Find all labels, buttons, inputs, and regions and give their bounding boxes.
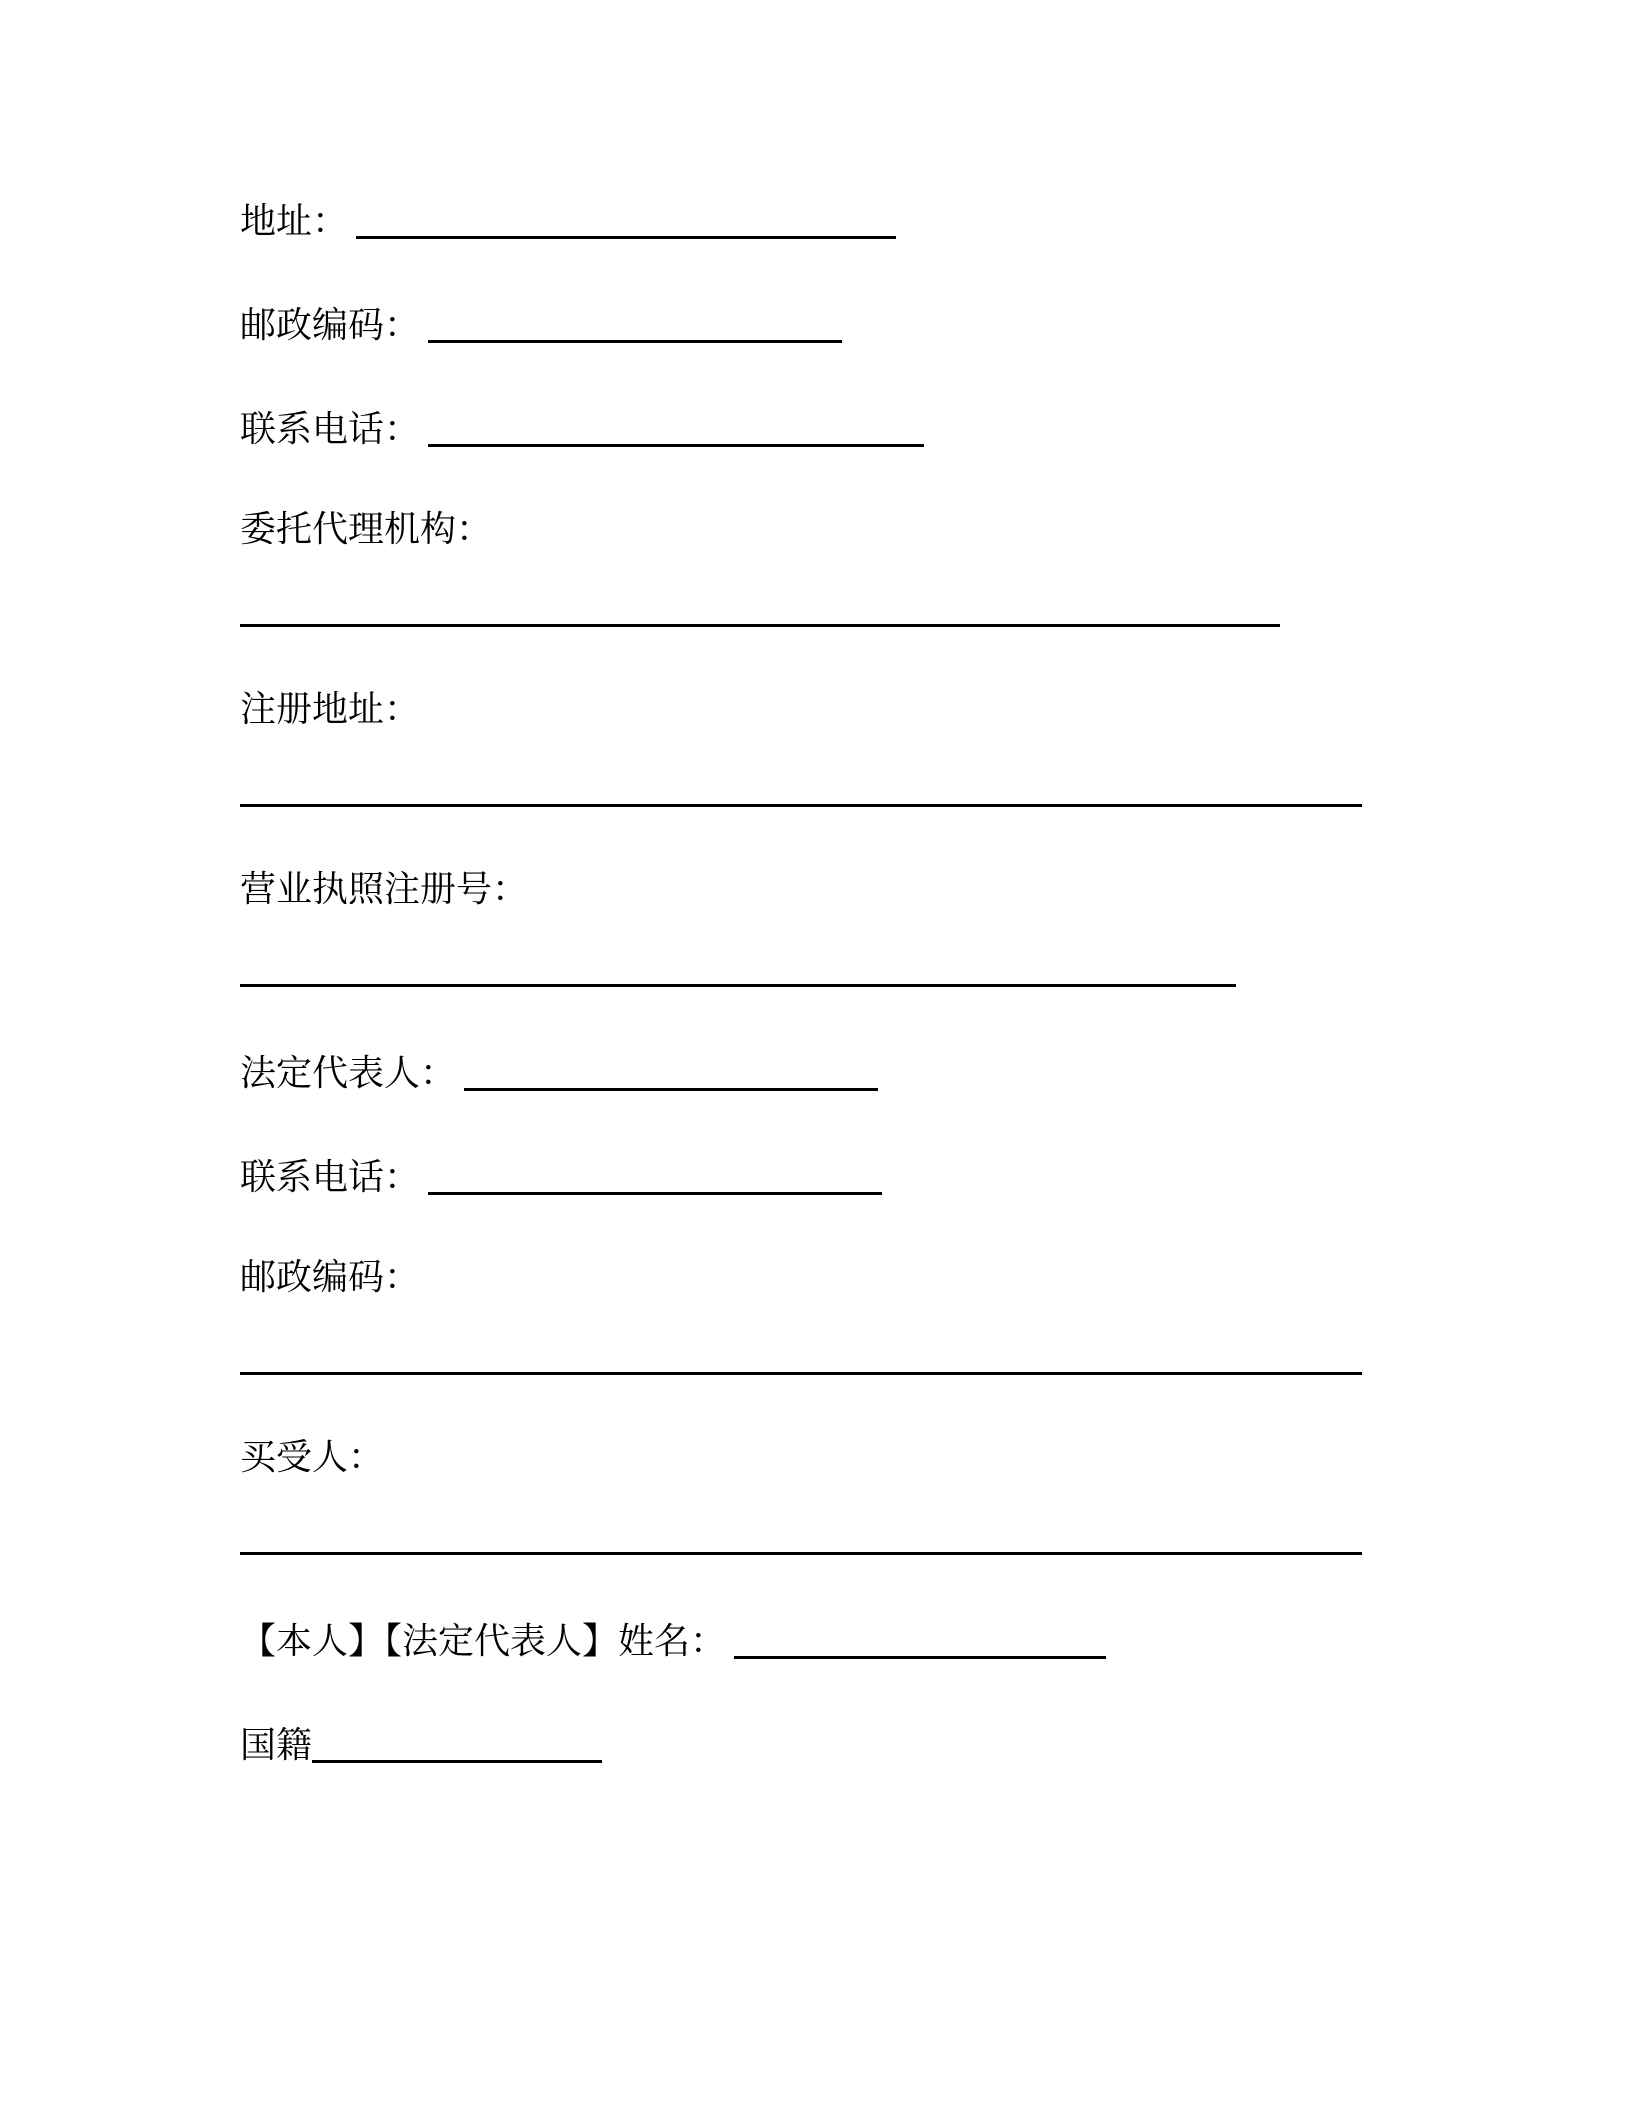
- phone-blank[interactable]: [428, 408, 924, 447]
- postcode-row: [240, 298, 842, 346]
- agency-blank[interactable]: [240, 624, 1280, 627]
- reg-address-label: 注册地址：: [240, 689, 421, 730]
- buyer-label: 买受人：: [240, 1437, 385, 1478]
- reg-address-row: [240, 686, 420, 734]
- legal-rep-blank[interactable]: [464, 1052, 878, 1091]
- name-row: [240, 1614, 1106, 1662]
- legal-rep-row: [240, 1046, 878, 1094]
- license-label: 营业执照注册号：: [240, 869, 529, 910]
- phone2-row: [240, 1150, 882, 1198]
- agency-label: 委托代理机构：: [240, 509, 493, 550]
- address-row: [240, 194, 896, 242]
- name-label: 【本人】【法定代表人】姓名：: [240, 1621, 727, 1662]
- nationality-blank[interactable]: [312, 1724, 602, 1763]
- legal-rep-label: 法定代表人：: [240, 1053, 457, 1094]
- postcode-label: 邮政编码：: [240, 305, 421, 346]
- reg-address-blank[interactable]: [240, 804, 1362, 807]
- name-blank[interactable]: [734, 1620, 1106, 1659]
- phone2-blank[interactable]: [428, 1156, 882, 1195]
- postcode2-blank[interactable]: [240, 1372, 1362, 1375]
- agency-row: [240, 506, 492, 554]
- postcode2-label: 邮政编码：: [240, 1257, 421, 1298]
- nationality-row: [240, 1718, 602, 1766]
- license-blank[interactable]: [240, 984, 1236, 987]
- postcode2-row: [240, 1254, 420, 1302]
- phone-label: 联系电话：: [240, 409, 421, 450]
- address-blank[interactable]: [356, 200, 896, 239]
- phone2-label: 联系电话：: [240, 1157, 421, 1198]
- buyer-row: [240, 1434, 384, 1482]
- phone-row: [240, 402, 924, 450]
- buyer-blank[interactable]: [240, 1552, 1362, 1555]
- address-label: 地址：: [240, 201, 349, 242]
- nationality-label: 国籍: [240, 1725, 313, 1766]
- postcode-blank[interactable]: [428, 304, 842, 343]
- license-row: [240, 866, 528, 914]
